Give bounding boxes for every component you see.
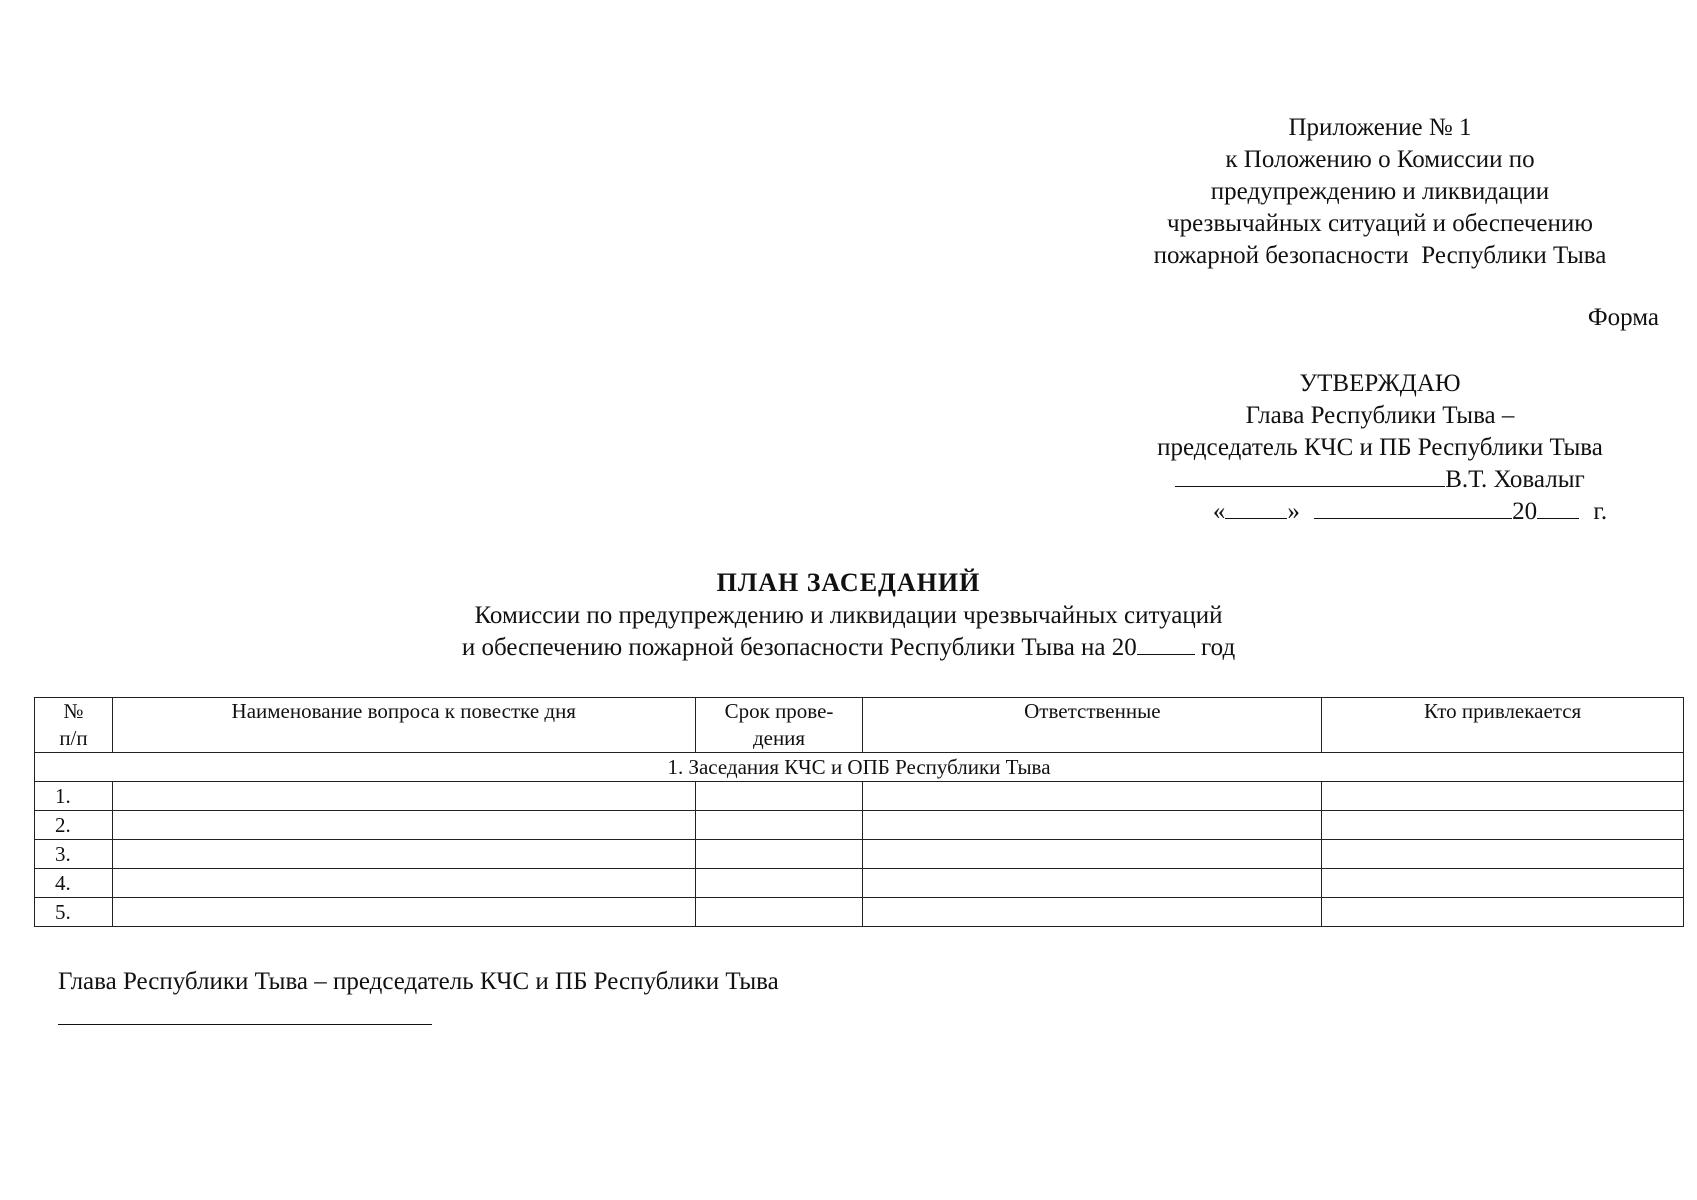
date-month-blank[interactable]: [1314, 496, 1512, 519]
row-number: 2.: [35, 811, 113, 840]
appendix-line-1: Приложение № 1: [1288, 114, 1472, 141]
appendix-line-4: чрезвычайных ситуаций и обеспечению: [1167, 210, 1593, 237]
form-label: Форма: [1587, 304, 1659, 331]
header-involved: Кто привлекается: [1322, 698, 1684, 753]
table-row: [35, 840, 1684, 869]
cell-term[interactable]: [695, 782, 863, 811]
header-term-line-2: дения: [752, 726, 806, 750]
cell-question[interactable]: [112, 782, 695, 811]
subtitle-2-prefix: и обеспечению пожарной безопасности Республики Тыва на 20: [461, 634, 1137, 661]
cell-responsible[interactable]: [863, 898, 1322, 927]
header-num: [35, 698, 113, 753]
cell-question[interactable]: [112, 840, 695, 869]
appendix-line-3: предупреждению и ликвидации: [1210, 178, 1550, 205]
subtitle-2-suffix: год: [1201, 634, 1236, 661]
signature-blank[interactable]: [1175, 464, 1445, 487]
plan-table: [34, 697, 1684, 927]
table-row: [35, 782, 1684, 811]
appendix-line-5: пожарной безопасности Республики Тыва: [1153, 242, 1607, 269]
cell-term[interactable]: [695, 811, 863, 840]
date-close-quote: »: [1287, 498, 1300, 525]
date-year-suffix: г.: [1593, 498, 1608, 525]
date-day-blank[interactable]: [1225, 496, 1287, 519]
header-term: [695, 698, 863, 753]
header-term-line-1: Срок прове-: [724, 699, 834, 723]
table-header-row: [35, 698, 1684, 753]
row-number: 3.: [35, 840, 113, 869]
row-number: 5.: [35, 898, 113, 927]
document-title-block: [0, 566, 1697, 664]
document-subtitle-1: Комиссии по предупреждению и ликвидации чрезвычайных ситуаций: [474, 602, 1223, 629]
section-title: 1. Заседания КЧС и ОПБ Республики Тыва: [35, 753, 1684, 782]
year-blank[interactable]: [1137, 632, 1195, 655]
header-question: Наименование вопроса к повестке дня: [112, 698, 695, 753]
cell-term[interactable]: [695, 898, 863, 927]
section-row: [35, 753, 1684, 782]
footer-signature-blank[interactable]: [58, 1024, 432, 1025]
cell-term[interactable]: [695, 869, 863, 898]
cell-question[interactable]: [112, 811, 695, 840]
approval-date-line: [1105, 496, 1655, 528]
cell-responsible[interactable]: [863, 869, 1322, 898]
cell-question[interactable]: [112, 898, 695, 927]
header-num-line-1: №: [63, 699, 84, 723]
cell-responsible[interactable]: [863, 840, 1322, 869]
date-year-prefix: 20: [1512, 498, 1538, 525]
approval-signer: В.Т. Ховалыг: [1445, 466, 1585, 493]
cell-involved[interactable]: [1322, 840, 1684, 869]
table-row: [35, 811, 1684, 840]
approval-position-1: Глава Республики Тыва –: [1245, 402, 1515, 429]
footer-signature-title: Глава Республики Тыва – председатель КЧС и ПБ Республики Тыва: [58, 968, 779, 995]
table-row: [35, 869, 1684, 898]
document-title: ПЛАН ЗАСЕДАНИЙ: [716, 568, 981, 597]
cell-involved[interactable]: [1322, 782, 1684, 811]
approval-heading: УТВЕРЖДАЮ: [1299, 370, 1461, 397]
date-open-quote: «: [1212, 498, 1226, 525]
header-num-line-2: п/п: [59, 726, 88, 750]
cell-question[interactable]: [112, 869, 695, 898]
cell-involved[interactable]: [1322, 898, 1684, 927]
row-number: 4.: [35, 869, 113, 898]
table-row: [35, 898, 1684, 927]
cell-responsible[interactable]: [863, 782, 1322, 811]
document-subtitle-2: [0, 632, 1697, 664]
approval-position-2: председатель КЧС и ПБ Республики Тыва: [1157, 434, 1603, 461]
cell-term[interactable]: [695, 840, 863, 869]
cell-responsible[interactable]: [863, 811, 1322, 840]
date-year-blank[interactable]: [1537, 496, 1579, 519]
cell-involved[interactable]: [1322, 811, 1684, 840]
appendix-line-2: к Положению о Комиссии по: [1225, 146, 1535, 173]
approval-block: [1105, 368, 1655, 528]
approval-signature-line: [1105, 464, 1655, 496]
appendix-block: [1090, 112, 1670, 272]
header-responsible: Ответственные: [863, 698, 1322, 753]
cell-involved[interactable]: [1322, 869, 1684, 898]
row-number: 1.: [35, 782, 113, 811]
